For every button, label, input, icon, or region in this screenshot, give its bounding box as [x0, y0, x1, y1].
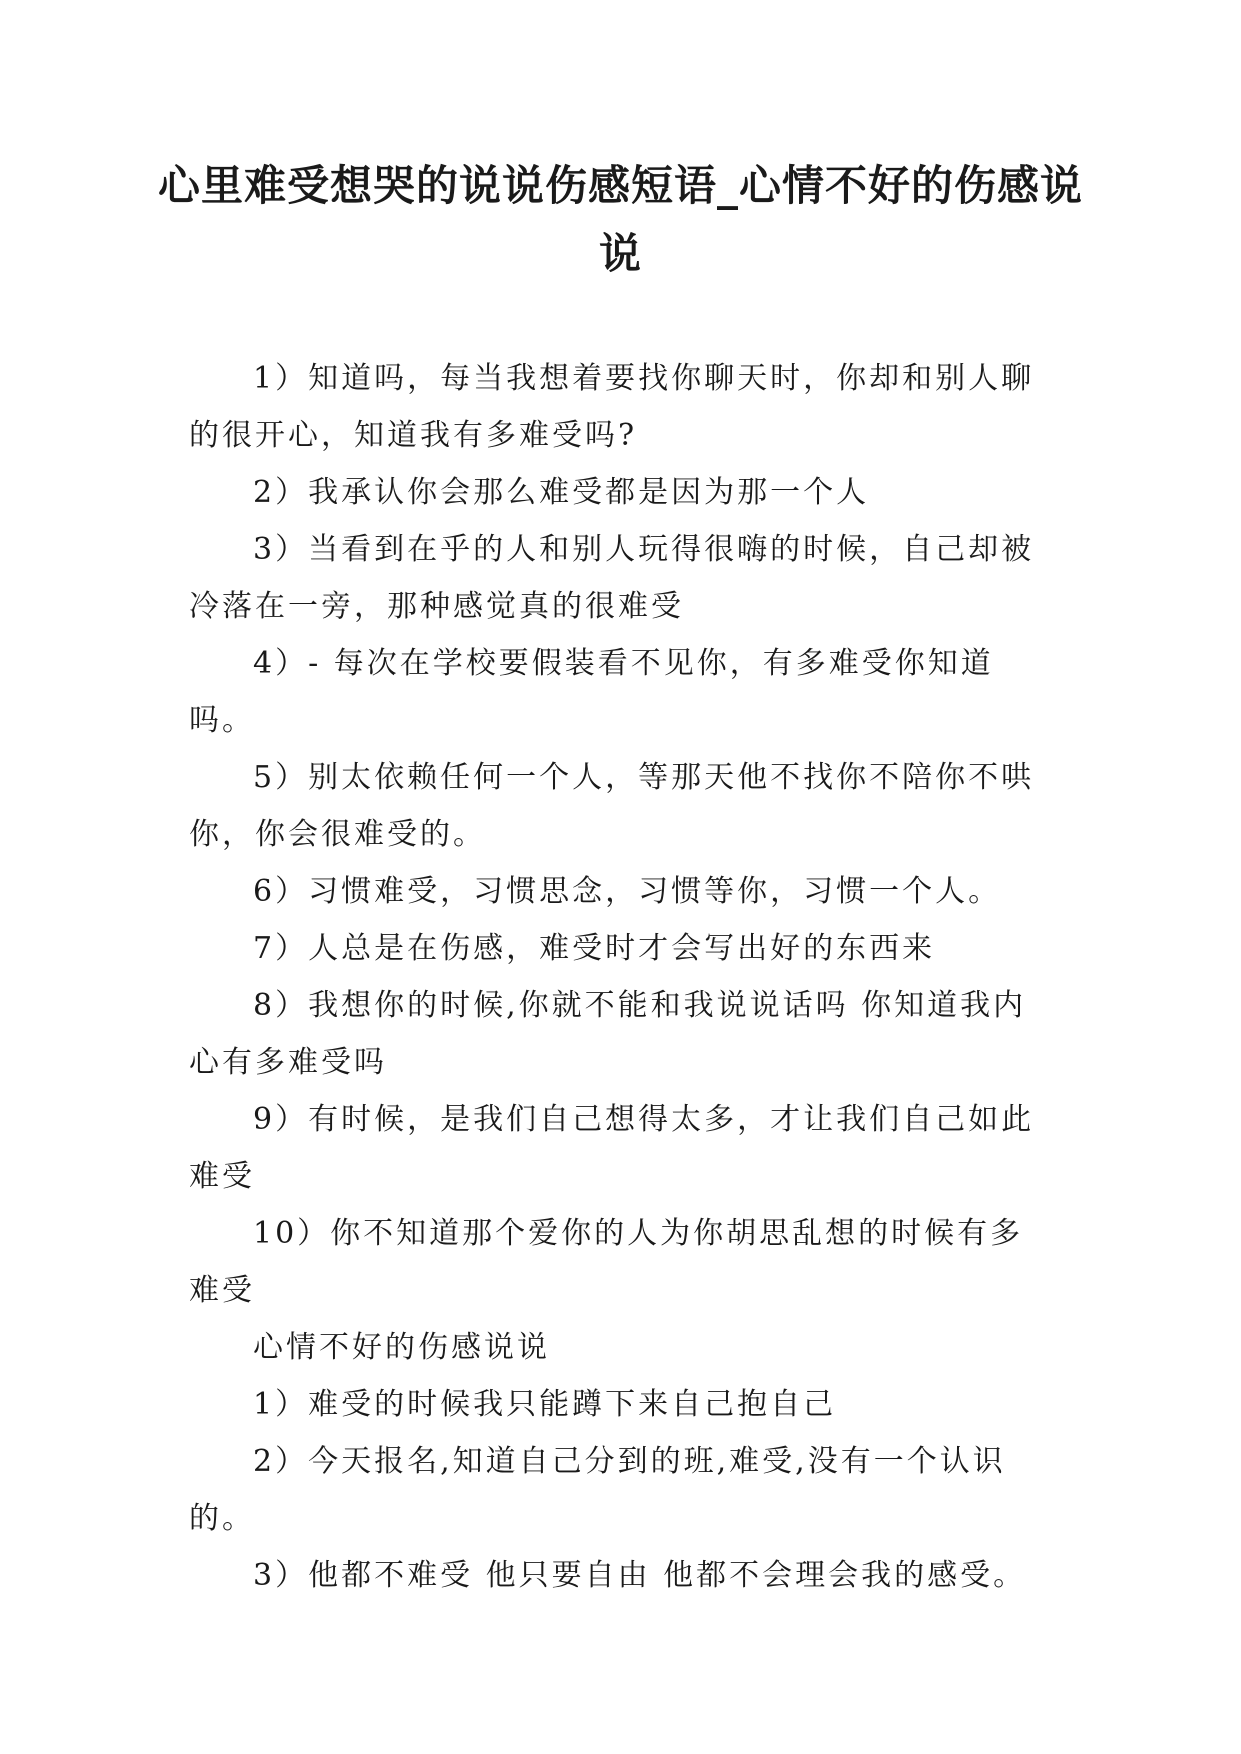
paragraph-5: 5）别太依赖任何一个人，等那天他不找你不陪你不哄你，你会很难受的。: [189, 760, 1035, 852]
paragraph-7: 7）人总是在伤感，难受时才会写出好的东西来: [253, 931, 936, 966]
section-heading: 心情不好的伤感说说: [253, 1330, 550, 1365]
paragraph-12: 2）今天报名,知道自己分到的班,难受,没有一个认识的。: [189, 1444, 1006, 1536]
paragraph-3: 3）当看到在乎的人和别人玩得很嗨的时候，自己却被冷落在一旁，那种感觉真的很难受: [189, 532, 1035, 624]
paragraph-4: 4）- 每次在学校要假装看不见你，有多难受你知道吗。: [189, 646, 994, 738]
paragraph-2: 2）我承认你会那么难受都是因为那一个人: [253, 475, 870, 510]
paragraph-10: 10）你不知道那个爱你的人为你胡思乱想的时候有多难受: [189, 1216, 1024, 1308]
paragraph-13: 3）他都不难受 他只要自由 他都不会理会我的感受。: [253, 1558, 1027, 1593]
paragraph-1: 1）知道吗，每当我想着要找你聊天时，你却和别人聊的很开心，知道我有多难受吗?: [189, 361, 1035, 453]
paragraph-6: 6）习惯难受，习惯思念，习惯等你，习惯一个人。: [253, 874, 1002, 909]
document-body: [189, 350, 1049, 1604]
paragraph-9: 9）有时候，是我们自己想得太多，才让我们自己如此难受: [189, 1102, 1035, 1194]
paragraph-11: 1）难受的时候我只能蹲下来自己抱自己: [253, 1387, 837, 1422]
paragraph-8: 8）我想你的时候,你就不能和我说说话吗 你知道我内心有多难受吗: [189, 988, 1027, 1080]
document-title: 心里难受想哭的说说伤感短语_心情不好的伤感说说: [157, 161, 1083, 278]
